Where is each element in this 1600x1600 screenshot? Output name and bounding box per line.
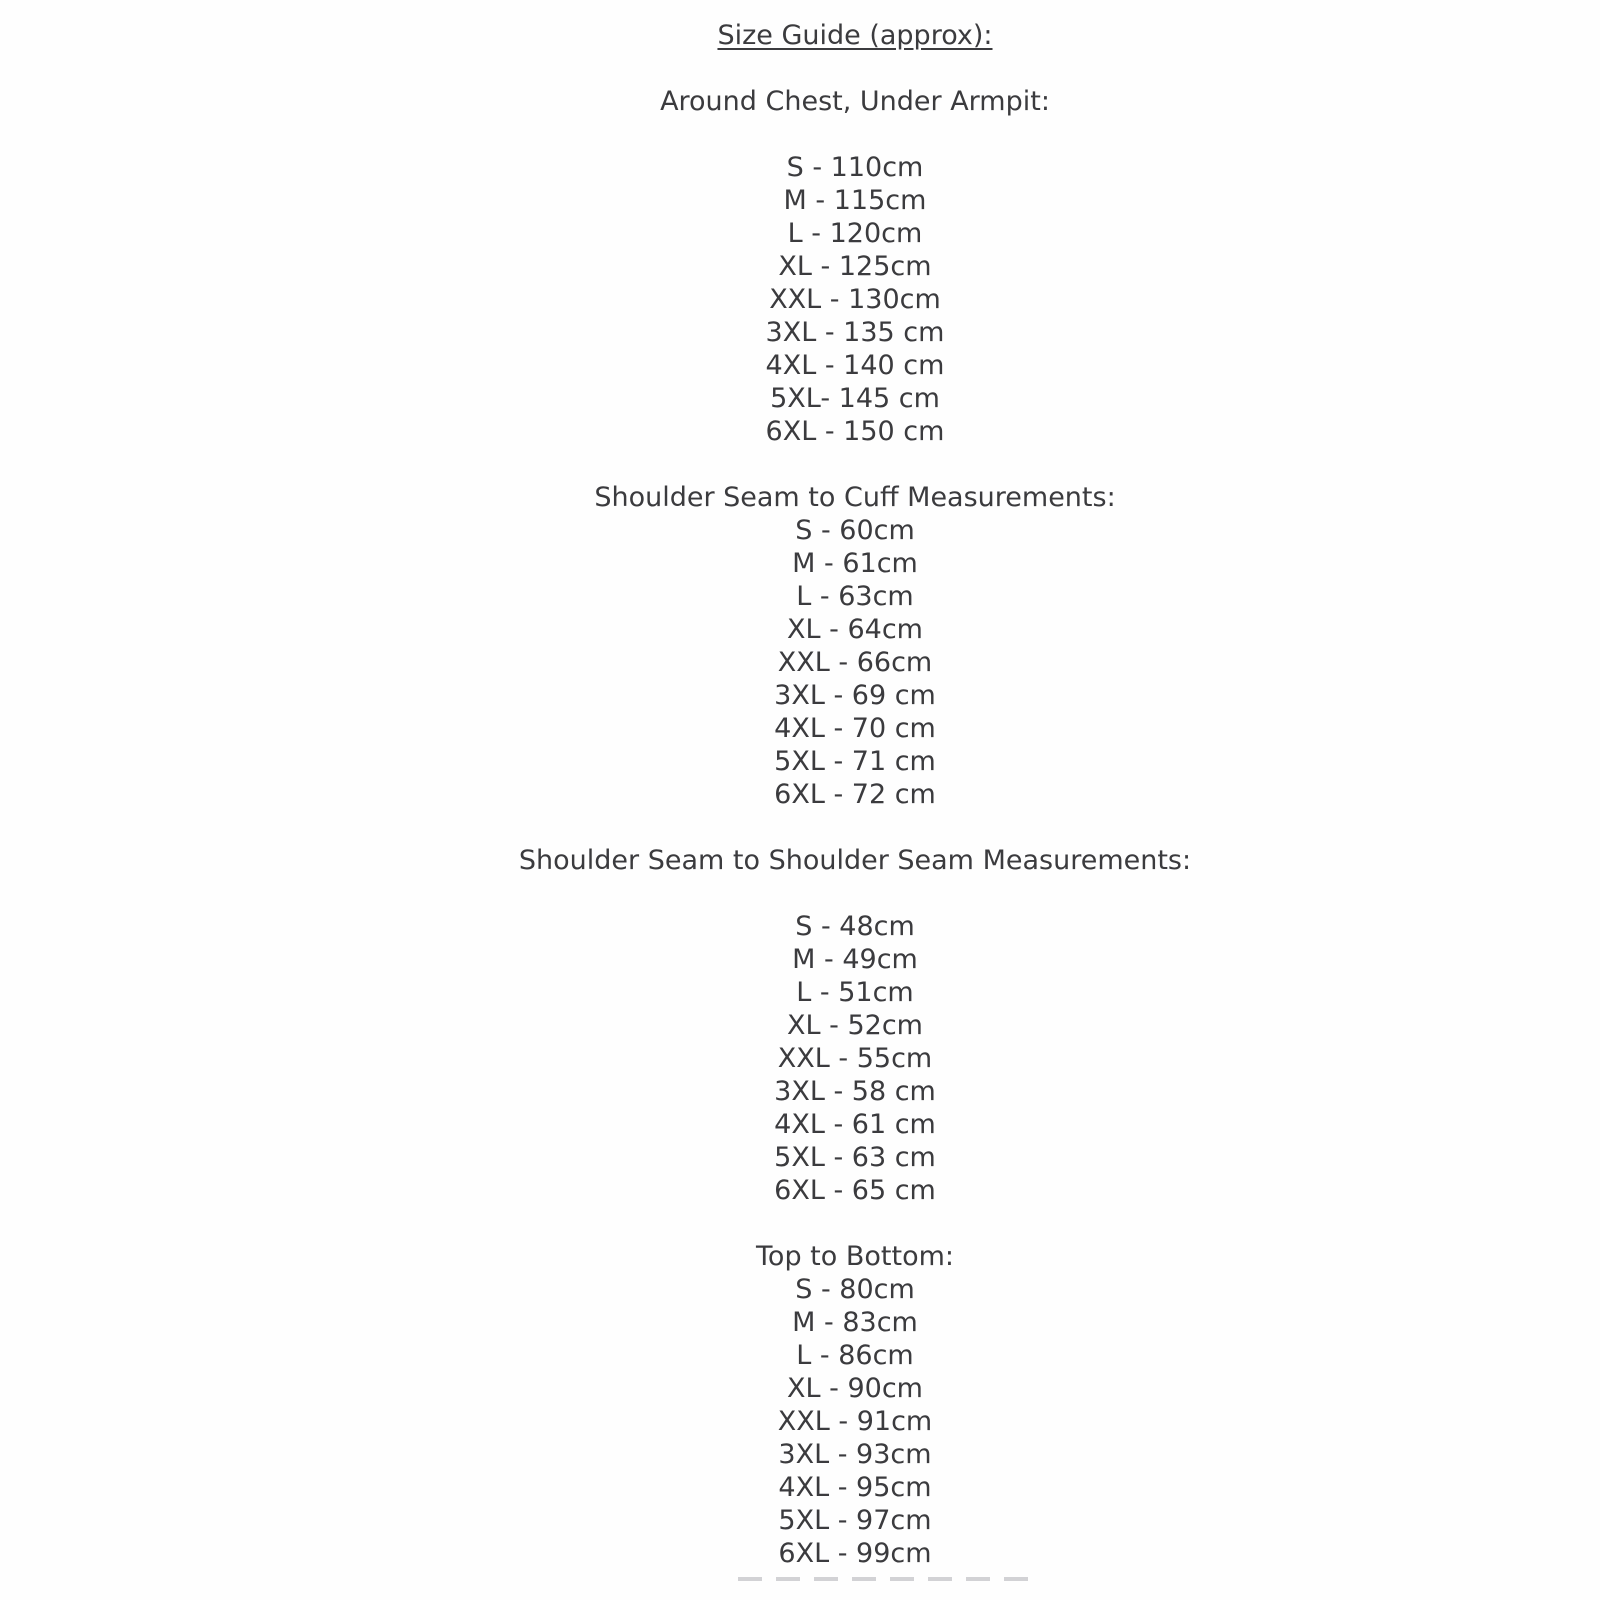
size-item: XXL - 66cm xyxy=(777,647,933,678)
size-item: M - 115cm xyxy=(783,185,927,216)
size-item: M - 49cm xyxy=(792,944,918,975)
section-heading: Around Chest, Under Armpit: xyxy=(660,86,1050,117)
section-items xyxy=(110,910,1600,1207)
size-item: XXL - 55cm xyxy=(777,1043,933,1074)
size-item: L - 86cm xyxy=(796,1340,914,1371)
size-item: 5XL - 71 cm xyxy=(774,746,936,777)
size-section xyxy=(110,844,1600,1207)
size-item: S - 48cm xyxy=(795,911,915,942)
size-guide-document xyxy=(110,0,1600,1581)
size-item: M - 61cm xyxy=(792,548,918,579)
size-item: 4XL - 95cm xyxy=(778,1472,932,1503)
section-heading: Shoulder Seam to Cuff Measurements: xyxy=(594,482,1116,513)
size-item: L - 120cm xyxy=(787,218,923,249)
size-item: S - 60cm xyxy=(795,515,915,546)
section-items xyxy=(110,1273,1600,1570)
size-item: 6XL - 150 cm xyxy=(765,416,945,447)
size-item: S - 110cm xyxy=(786,152,924,183)
size-item: 3XL - 58 cm xyxy=(774,1076,936,1107)
section-heading: Top to Bottom: xyxy=(756,1241,954,1272)
section-heading: Shoulder Seam to Shoulder Seam Measurements: xyxy=(518,845,1192,876)
size-item: 3XL - 135 cm xyxy=(765,317,945,348)
size-item: 5XL - 97cm xyxy=(778,1505,932,1536)
size-item: 5XL- 145 cm xyxy=(770,383,940,414)
section-items xyxy=(110,514,1600,811)
size-item: XL - 64cm xyxy=(787,614,923,645)
size-item: L - 63cm xyxy=(796,581,914,612)
size-item: XL - 90cm xyxy=(787,1373,923,1404)
section-items xyxy=(110,151,1600,448)
size-item: 6XL - 72 cm xyxy=(774,779,936,810)
size-item: 3XL - 69 cm xyxy=(774,680,936,711)
size-item: XL - 52cm xyxy=(787,1010,923,1041)
size-item: 3XL - 93cm xyxy=(778,1439,932,1470)
size-item: XXL - 91cm xyxy=(777,1406,933,1437)
page-title: Size Guide (approx): xyxy=(717,20,993,51)
size-item: 5XL - 63 cm xyxy=(774,1142,936,1173)
size-item: XL - 125cm xyxy=(778,251,932,282)
size-item: 4XL - 61 cm xyxy=(774,1109,936,1140)
size-item: 4XL - 70 cm xyxy=(774,713,936,744)
size-item: S - 80cm xyxy=(795,1274,915,1305)
cutoff-next-line-fragment xyxy=(738,1577,1028,1581)
size-item: 6XL - 99cm xyxy=(778,1538,932,1569)
size-item: XXL - 130cm xyxy=(769,284,941,315)
size-item: 6XL - 65 cm xyxy=(774,1175,936,1206)
size-item: 4XL - 140 cm xyxy=(765,350,945,381)
size-section xyxy=(110,481,1600,811)
size-section xyxy=(110,1240,1600,1570)
sections-container xyxy=(110,85,1600,1570)
size-section xyxy=(110,85,1600,448)
size-item: M - 83cm xyxy=(792,1307,918,1338)
size-item: L - 51cm xyxy=(796,977,914,1008)
